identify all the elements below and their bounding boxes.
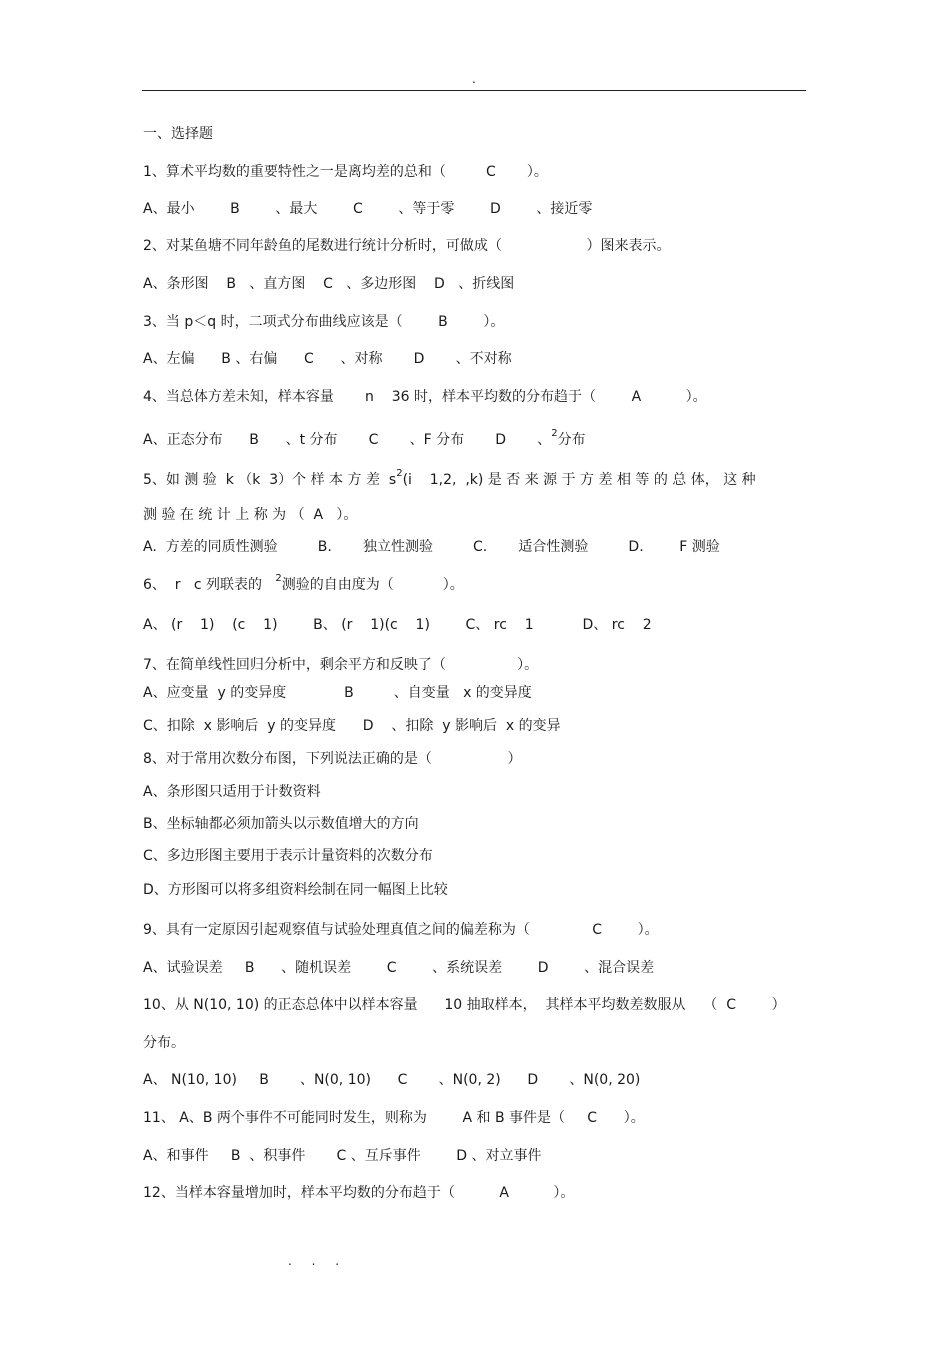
- question-6-options: A、 (r 1) (c 1) B、 (r 1)(c 1) C、 rc 1 D、 rc 2: [143, 617, 652, 633]
- question-5-line-1: [143, 470, 756, 492]
- question-3-options: A、左偏 B 、右偏 C 、对称 D 、不对称: [143, 351, 512, 367]
- question-5-text-tail: (i 1,2, ,k) 是 否 来 源 于 方 差 相 等 的 总 体， 这 种: [402, 472, 756, 488]
- question-7-options-cd: C、扣除 x 影响后 y 的变异度 D 、扣除 y 影响后 x 的变异: [143, 718, 561, 734]
- question-7-stem: 7、在简单线性回归分析中，剩余平方和反映了（ ）。: [143, 657, 539, 673]
- question-10-line-2: 分布。: [143, 1035, 185, 1051]
- header-rule: [142, 90, 806, 91]
- question-5-line-2: 测 验 在 统 计 上 称 为 （ A ）。: [143, 507, 358, 523]
- question-5-options: A. 方差的同质性测验 B. 独立性测验 C. 适合性测验 D. F 测验: [143, 539, 720, 555]
- question-4-options: [143, 430, 586, 452]
- question-8-option-d: D、方形图可以将多组资料绘制在同一幅图上比较: [143, 882, 448, 898]
- question-1-stem: 1、算术平均数的重要特性之一是离均差的总和（ C ）。: [143, 164, 548, 180]
- question-11-options: A、和事件 B 、积事件 C 、互斥事件 D 、对立事件: [143, 1148, 542, 1164]
- section-title: 一、选择题: [143, 126, 213, 142]
- question-3-stem: 3、当 p＜q 时，二项式分布曲线应该是（ B ）。: [143, 314, 505, 330]
- question-8-option-c: C、多边形图主要用于表示计量资料的次数分布: [143, 848, 433, 864]
- question-8-stem: 8、对于常用次数分布图，下列说法正确的是（ ）: [143, 751, 522, 767]
- question-9-stem: 9、具有一定原因引起观察值与试验处理真值之间的偏差称为（ C ）。: [143, 922, 659, 938]
- question-6-stem: [143, 575, 464, 597]
- question-7-options-ab: A、应变量 y 的变异度 B 、自变量 x 的变异度: [143, 685, 532, 701]
- superscript-2: 2: [396, 468, 403, 479]
- question-8-option-a: A、条形图只适用于计数资料: [143, 784, 321, 800]
- footer-dots: . . .: [288, 1254, 348, 1268]
- question-4-stem: 4、当总体方差未知，样本容量 n 36 时，样本平均数的分布趋于（ A ）。: [143, 389, 707, 405]
- question-2-options: A、条形图 B 、直方图 C 、多边形图 D 、折线图: [143, 276, 515, 292]
- question-6-text-tail: 测验的自由度为（ ）。: [281, 577, 464, 593]
- question-1-options: A、最小 B 、最大 C 、等于零 D 、接近零: [143, 201, 593, 217]
- superscript-2: 2: [275, 573, 282, 584]
- question-2-stem: 2、对某鱼塘不同年龄鱼的尾数进行统计分析时，可做成（ ）图来表示。: [143, 238, 671, 254]
- header-dot: .: [472, 72, 476, 86]
- question-4-options-text: A、正态分布 B 、t 分布 C 、F 分布 D 、: [143, 432, 552, 448]
- question-5-text: 5、如 测 验 k （k 3）个 样 本 方 差 s: [143, 472, 397, 488]
- question-6-text: 6、 r c 列联表的: [143, 577, 276, 593]
- question-8-option-b: B、坐标轴都必须加箭头以示数值增大的方向: [143, 816, 419, 832]
- question-12-stem: 12、当样本容量增加时，样本平均数的分布趋于（ A ）。: [143, 1185, 575, 1201]
- question-10-options: A、 N(10, 10) B 、N(0, 10) C 、N(0, 2) D 、N(0, 20): [143, 1072, 641, 1088]
- question-11-stem: 11、 A、B 两个事件不可能同时发生，则称为 A 和 B 事件是（ C ）。: [143, 1110, 645, 1126]
- superscript-2: 2: [551, 428, 558, 439]
- question-10-line-1: 10、从 N(10, 10) 的正态总体中以样本容量 10 抽取样本， 其样本平均数差数服从 （ C ）: [143, 997, 786, 1013]
- question-9-options: A、试验误差 B 、随机误差 C 、系统误差 D 、混合误差: [143, 960, 655, 976]
- question-4-options-tail: 分布: [557, 432, 586, 448]
